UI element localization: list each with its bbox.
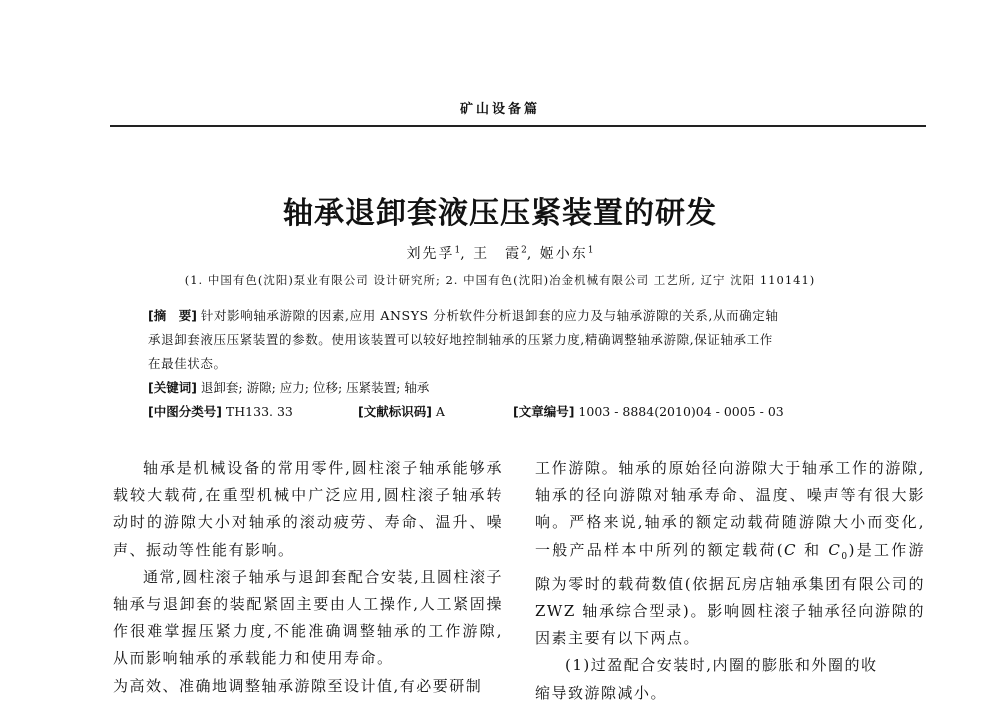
abstract-line: 承退卸套液压压紧装置的参数。使用该装置可以较好地控制轴承的压紧力度,精确调整轴承游隙,保证轴承工作 (148, 332, 773, 347)
body-paragraph: (1)过盈配合安装时,内圈的膨胀和外圈的收 (565, 656, 878, 675)
body-paragraph: 工作游隙。轴承的原始径向游隙大于轴承工作的游隙,轴承的径向游隙对轴承寿命、温度、噪声等有很大影响。严格来说,轴承的额定动载荷随游隙大小而变化,一般产品样本中所列的额定载荷(C 和 $C_0$)是工作游隙为零时的载荷数值(依据瓦房店轴承集团有限公司的 ZWZ 轴承综合型录)。影响圆柱滚子轴承径向游隙的因素主要有以下两点。 (535, 459, 925, 648)
body-paragraph-partial: 缩导致游隙减小。 (535, 683, 668, 702)
classification-line (148, 400, 888, 424)
keywords-text: 退卸套; 游隙; 应力; 位移; 压紧装置; 轴承 (200, 380, 430, 395)
author-name: 王 霞 (473, 246, 522, 262)
abstract-line: 在最佳状态。 (148, 356, 227, 371)
abstract-block (148, 304, 888, 424)
symbol-c0: C (828, 540, 842, 559)
article-number-label: [文章编号] (513, 404, 575, 419)
body-paragraph-partial: 为高效、准确地调整轴承游隙至设计值,有必要研制 (113, 676, 483, 695)
author-list: 刘先孚$^1$, 王 霞$^2$, 姬小东$^1$ (406, 245, 594, 262)
paper-title: 轴承退卸套液压压紧装置的研发 (283, 196, 717, 231)
author-affiliation-mark: 1 (587, 245, 594, 256)
author-affiliation-mark: 2 (521, 245, 527, 256)
clc-label: [中图分类号] (148, 404, 222, 419)
running-header: 矿山设备篇 (459, 102, 540, 117)
article-number-value: 1003 - 8884(2010)04 - 0005 - 03 (578, 404, 784, 419)
keywords-line (148, 376, 888, 400)
symbol-c: C (784, 540, 798, 559)
document-code-value: A (435, 404, 445, 419)
author-name: 姬小东 (539, 246, 588, 262)
abstract-text: 针对影响轴承游隙的因素,应用 ANSYS 分析软件分析退卸套的应力及与轴承游隙的关系,从而确定轴 (200, 308, 779, 323)
body-column-left (113, 455, 503, 700)
body-column-right (535, 455, 925, 707)
clc-value: TH133. 33 (225, 404, 293, 419)
keywords-label: [关键词] (148, 380, 197, 395)
document-code (358, 400, 513, 424)
clc-number (148, 400, 358, 424)
body-paragraph: 轴承是机械设备的常用零件,圆柱滚子轴承能够承载较大载荷,在重型机械中广泛应用,圆柱滚子轴承转动时的游隙大小对轴承的滚动疲劳、寿命、温升、噪声、振动等性能有影响。 (113, 459, 503, 559)
document-code-label: [文献标识码] (358, 404, 432, 419)
author-affiliation-mark: 1 (454, 245, 461, 256)
body-paragraph: 通常,圆柱滚子轴承与退卸套配合安装,且圆柱滚子轴承与退卸套的装配紧固主要由人工操作,人工紧固操作很难掌握压紧力度,不能准确调整轴承的工作游隙,从而影响轴承的承载能力和使用寿命。 (113, 567, 503, 668)
header-rule (110, 125, 926, 127)
abstract-line (148, 304, 888, 328)
symbol-c0-subscript: 0 (841, 551, 849, 562)
author-name: 刘先孚 (406, 246, 455, 262)
affiliation: (1. 中国有色(沈阳)泵业有限公司 设计研究所; 2. 中国有色(沈阳)冶金机械有限公司 工艺所, 辽宁 沈阳 110141) (184, 273, 816, 287)
abstract-label: [摘 要] (148, 308, 197, 323)
article-number (513, 400, 784, 424)
